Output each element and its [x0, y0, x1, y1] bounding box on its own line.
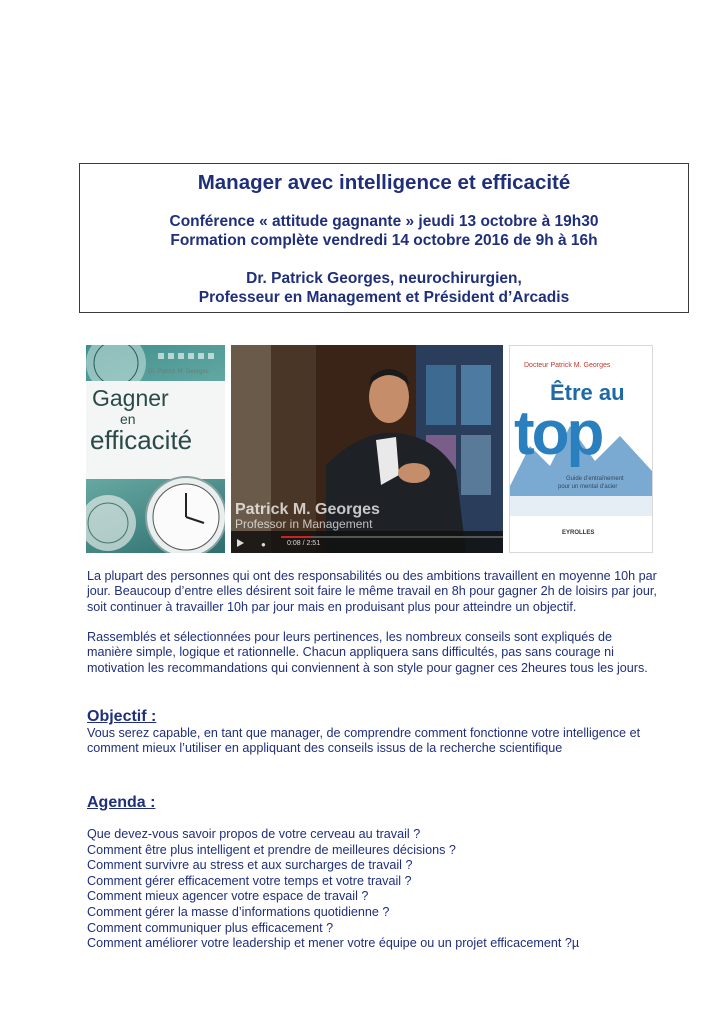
- book2-top-text: Docteur Patrick M. Georges: [524, 362, 611, 369]
- list-item: Comment communiquer plus efficacement ?: [87, 920, 334, 935]
- video-thumbnail[interactable]: [231, 345, 503, 553]
- header-box: [79, 163, 689, 313]
- book2-subtitle-1: Guide d’entraînement: [566, 476, 624, 482]
- play-icon[interactable]: [237, 539, 244, 547]
- book1-author: Dr. Patrick M. Georges: [148, 369, 209, 375]
- author-info: [80, 269, 688, 307]
- video-time: 0:08 / 2:51: [287, 540, 321, 547]
- book1-title-line-3: efficacité: [90, 425, 193, 455]
- book2-title-2: top: [514, 399, 602, 468]
- conference-line-1: Conférence « attitude gagnante » jeudi 13 octobre à 19h30: [169, 213, 599, 230]
- list-item: Que devez-vous savoir propos de votre cerveau au travail ?: [87, 827, 421, 841]
- book2-title-1: Être au: [550, 380, 625, 405]
- list-item: Comment gérer la masse d’informations quotidienne ?: [87, 904, 390, 919]
- book-cover-gagner-en-efficacite: [86, 345, 225, 553]
- objectif-text: Vous serez capable, en tant que manager, de comprendre comment fonctionne votre intelligence et comment mieux l’utiliser en appliquant des conseils issus de la recherche scientifique: [87, 726, 641, 756]
- list-item: Comment être plus intelligent et prendre de meilleures décisions ?: [87, 842, 456, 857]
- intro-paragraph-1: La plupart des personnes qui ont des responsabilités ou des ambitions travaillent en moyenne 10h par jour. Beaucoup d’entre elles désirent soit faire le même travail en 8h pour gagner 2h de loisirs par jour, soit continuer à travailler 10h par jour mais en produisant plus pour atteindre un objectif.: [87, 569, 657, 614]
- list-item: Comment améliorer votre leadership et mener votre équipe ou un projet efficacement ?µ: [87, 936, 580, 951]
- list-item: Comment gérer efficacement votre temps et votre travail ?: [87, 873, 412, 888]
- book1-title-line-2: en: [120, 411, 136, 427]
- agenda-heading: Agenda :: [87, 794, 156, 811]
- author-line-1: Dr. Patrick Georges, neurochirurgien,: [246, 270, 522, 287]
- conference-info: [80, 212, 688, 250]
- intro-paragraph-2: Rassemblés et sélectionnées pour leurs pertinences, les nombreux conseils sont expliqués de manière simple, logique et rationnelle. Chacun appliquera sans difficultés, pas sans courage ni motivation les recommandations qui conviennent à son style pour gagner ces 2heures tous les jours.: [87, 630, 648, 675]
- list-item: Comment mieux agencer votre espace de travail ?: [87, 889, 369, 904]
- objectif-heading: Objectif :: [87, 708, 157, 725]
- agenda-list: [87, 827, 687, 952]
- book2-subtitle-2: pour un mental d’acier: [558, 484, 618, 490]
- volume-icon[interactable]: ●: [261, 540, 266, 549]
- book-cover-etre-au-top: [509, 345, 653, 553]
- page-title: Manager avec intelligence et efficacité: [197, 171, 571, 194]
- book1-title-line-1: Gagner: [92, 385, 169, 411]
- video-speaker-role: Professor in Management: [235, 517, 373, 531]
- author-line-2: Professeur en Management et Président d’Arcadis: [198, 289, 570, 306]
- list-item: Comment survivre au stress et aux surcharges de travail ?: [87, 858, 413, 873]
- conference-line-2: Formation complète vendredi 14 octobre 2016 de 9h à 16h: [170, 232, 598, 249]
- video-speaker-name: Patrick M. Georges: [235, 501, 380, 518]
- book2-publisher: EYROLLES: [562, 530, 595, 536]
